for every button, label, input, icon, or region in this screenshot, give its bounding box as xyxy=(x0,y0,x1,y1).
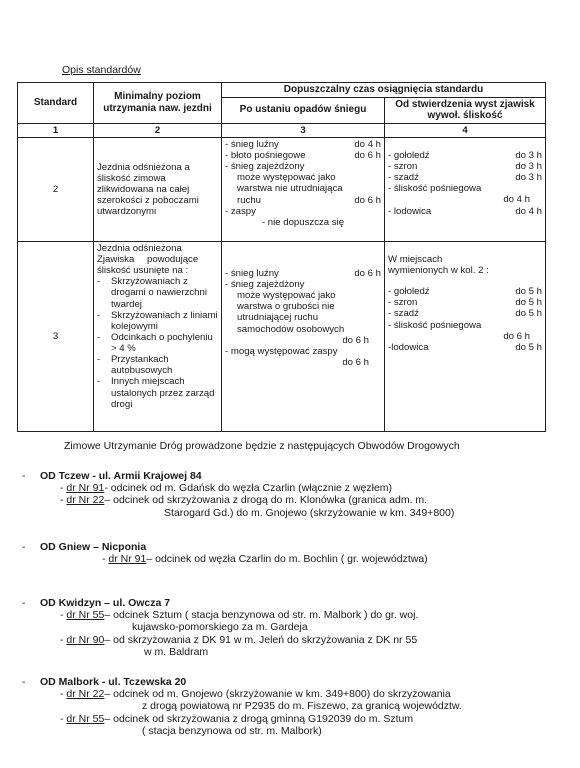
road-number: dr Nr 55 xyxy=(66,712,105,725)
road-description: – od skrzyżowania z DK 91 w m. Jeleń do skrzyżowania z DK nr 55 xyxy=(104,633,418,646)
snow-line: - śnieg zajeżdżony xyxy=(225,279,305,291)
col-number-1: 1 xyxy=(18,123,94,137)
road-description: – odcinek Sztum ( stacja benzynowa od str. m. Malbork ) do gr. woj. xyxy=(104,609,419,622)
slip-line: -lodowica xyxy=(388,341,429,353)
road-description: – odcinek od skrzyżowania z drogą do m. Klonówka (granica adm. m. xyxy=(104,494,428,507)
slip-line: - gołoledź xyxy=(388,286,430,298)
description-line: Zjawiska powodujące xyxy=(97,254,199,266)
road-entry: - dr Nr 91 – odcinek od węzła Czarlin do m. Bochlin ( gr. województwa) xyxy=(102,553,428,566)
road-number: dr Nr 91 xyxy=(108,553,147,566)
slip-time: do 3 h xyxy=(515,149,543,161)
table-row-standard-2 xyxy=(18,137,546,241)
district-block: - OD Kwidzyn – ul. Owcza 7 - dr Nr 55 – odcinek Sztum ( stacja benzynowa od str. m. Malbork ) do gr. woj. kujawsko-pomorskiego za m. Gardeja - dr Nr 90 – od skrzyżowania z DK 91 w m. Jeleń do skrzyżowania z DK nr 55 w m. Baldram xyxy=(22,597,419,658)
slip-conditions-cell xyxy=(385,241,546,431)
road-description: – odcinek od skrzyżowania z drogą gminną G192039 do m. Sztum xyxy=(104,712,414,725)
table-row-standard-3 xyxy=(18,241,546,431)
slip-line: - gołoledź xyxy=(388,149,430,161)
snow-line: utrudniającej ruchu xyxy=(237,312,319,324)
slip-line: - szron xyxy=(388,161,418,173)
list-item: - Skrzyżowaniach z drogami o nawierzchni twardej xyxy=(97,276,207,310)
snow-line: warstwa nie utrudniająca xyxy=(237,183,343,195)
list-item: - Skrzyżowaniach z liniami kolejowymi xyxy=(97,309,218,332)
standard-number: 3 xyxy=(18,241,94,431)
road-description-continued: ( stacja benzynowa od str. m. Malbork) xyxy=(142,724,322,737)
road-number: dr Nr 55 xyxy=(66,609,105,622)
road-entry: - dr Nr 22 – odcinek od skrzyżowania z drogą do m. Klonówka (granica adm. m. xyxy=(60,494,428,507)
snow-time: do 6 h xyxy=(342,356,369,368)
slip-conditions-cell xyxy=(385,137,546,241)
road-description: – odcinek od węzła Czarlin do m. Bochlin ( gr. województwa) xyxy=(146,553,428,566)
road-description-continued: kujawsko-pomorskiego za m. Gardeja xyxy=(132,621,308,634)
slip-time: do 5 h xyxy=(515,341,543,353)
snow-line: samochodów osobowych xyxy=(237,323,345,335)
snow-line: - śnieg luźny xyxy=(225,138,279,150)
district-name: OD Kwidzyn – ul. Owcza 7 xyxy=(40,597,171,609)
list-item: - Odcinkach o pochyleniu > 4 % xyxy=(97,331,213,355)
slip-intro: wymienionych w kol. 2 : xyxy=(388,265,489,277)
road-entry: - dr Nr 90 – od skrzyżowania z DK 91 w m. Jeleń do skrzyżowania z DK nr 55 xyxy=(60,633,418,646)
district-name: OD Tczew - ul. Armii Krajowej 84 xyxy=(40,470,202,482)
snow-time: do 6 h xyxy=(354,150,381,162)
slip-line: - śliskość pośniegowa xyxy=(388,319,482,331)
col-number-4: 4 xyxy=(385,123,546,137)
snow-line: - śnieg luźny xyxy=(225,267,279,279)
snow-line: - mogą występować zaspy xyxy=(225,345,338,357)
road-description: – odcinek od m. Gnojewo (skrzyżowanie w km. 349+800) do skrzyżowania xyxy=(104,688,451,701)
section-title: Opis standardów xyxy=(62,64,141,76)
road-number: dr Nr 90 xyxy=(66,633,105,646)
slip-time: do 3 h xyxy=(515,161,543,173)
snow-conditions-cell xyxy=(222,241,385,431)
snow-time: do 6 h xyxy=(354,194,381,206)
slip-time: do 5 h xyxy=(515,308,543,320)
slip-time: do 4 h xyxy=(503,194,531,206)
road-entry: - dr Nr 55 – odcinek Sztum ( stacja benzynowa od str. m. Malbork ) do gr. woj. xyxy=(60,609,419,622)
snow-time: do 4 h xyxy=(354,138,381,150)
slip-line: - śliskość pośniegowa xyxy=(388,183,482,195)
slip-time: do 5 h xyxy=(515,286,543,298)
header-after-snow: Po ustaniu opadów śniegu xyxy=(222,97,385,123)
road-number: dr Nr 91 xyxy=(66,482,105,495)
road-entry: - dr Nr 55 – odcinek od skrzyżowania z drogą gminną G192039 do m. Sztum xyxy=(60,712,414,725)
district-block: - OD Tczew - ul. Armii Krajowej 84 - dr Nr 91 - odcinek od m. Gdańsk do węzła Czarlin (włącznie z węzłem) - dr Nr 22 – odcinek od skrzyżowania z drogą do m. Klonówka (granica adm. m. Starogard Gd.) do m. Gnojewo (skrzyżowanie w km. 349+800) xyxy=(22,470,455,519)
road-entry: - dr Nr 22 – odcinek od m. Gnojewo (skrzyżowanie w km. 349+800) do skrzyżowania xyxy=(60,688,451,701)
road-description-continued: w m. Baldram xyxy=(144,645,209,658)
list-item: - Przystankach autobusowych xyxy=(97,354,173,377)
list-item: - Innych miejscach ustalonych przez zarząd drogi xyxy=(97,376,215,410)
district-name: OD Gniew – Nicponia xyxy=(40,541,147,553)
header-after-slip: Od stwierdzenia wyst zjawisk wywoł. śliskość xyxy=(385,97,546,123)
road-number: dr Nr 22 xyxy=(66,494,105,507)
header-allowed-time: Dopuszczalny czas osiągnięcia standardu xyxy=(222,83,546,98)
location-list xyxy=(97,276,218,410)
snow-line: ruchu xyxy=(237,194,261,206)
road-entry: - dr Nr 91 - odcinek od m. Gdańsk do węzła Czarlin (włącznie z węzłem) xyxy=(60,482,393,495)
standard-description: Jezdnia odśnieżona a śliskość zimowa zlikwidowana na całej szerokości z poboczami utwardzonymi xyxy=(94,137,222,241)
snow-line: - zaspy xyxy=(225,205,256,217)
road-description-continued: Starogard Gd.) do m. Gnojewo (skrzyżowanie w km. 349+800) xyxy=(164,506,455,519)
standard-description xyxy=(94,241,222,431)
slip-time: do 6 h xyxy=(503,330,531,342)
slip-intro: W miejscach xyxy=(388,253,443,265)
snow-line: - śnieg zajeżdżony xyxy=(225,161,305,173)
description-line: Jezdnia odśnieżona xyxy=(97,242,182,254)
slip-line: - szron xyxy=(388,297,418,309)
snow-time: do 6 h xyxy=(354,267,381,279)
slip-time: do 3 h xyxy=(515,172,543,184)
snow-line: warstwa o grubości nie xyxy=(237,301,335,313)
district-block: - OD Malbork - ul. Tczewska 20 - dr Nr 22 – odcinek od m. Gnojewo (skrzyżowanie w km. 349+800) do skrzyżowania z drogą powiatową nr P2935 do m. Fiszewo, za granicą województw. - dr Nr 55 – odcinek od skrzyżowania z drogą gminną G192039 do m. Sztum ( stacja benzynowa od str. m. Malbork) xyxy=(22,676,462,737)
district-block: - OD Gniew – Nicponia - dr Nr 91 – odcinek od węzła Czarlin do m. Bochlin ( gr. województwa) xyxy=(22,541,428,566)
snow-line: może występować jako xyxy=(237,172,336,184)
slip-time: do 5 h xyxy=(515,297,543,309)
header-standard: Standard xyxy=(18,83,94,124)
road-description-continued: z drogą powiatową nr P2935 do m. Fiszewo, za granicą województw. xyxy=(142,700,462,713)
snow-line: - błoto pośniegowe xyxy=(225,150,306,162)
snow-line: może występować jako xyxy=(237,290,336,302)
road-number: dr Nr 22 xyxy=(66,688,105,701)
slip-line: - szadź xyxy=(388,308,419,320)
slip-line: - szadź xyxy=(388,172,419,184)
districts-intro: Zimowe Utrzymanie Dróg prowadzone będzie z następujących Obwodów Drogowych xyxy=(64,440,460,452)
road-description: - odcinek od m. Gdańsk do węzła Czarlin (włącznie z węzłem) xyxy=(104,482,393,495)
standards-table xyxy=(17,82,546,432)
standard-number: 2 xyxy=(18,137,94,241)
slip-line: - lodowica xyxy=(388,205,432,217)
slip-time: do 4 h xyxy=(515,205,543,217)
description-line: śliskość usunięte na : xyxy=(97,265,189,277)
col-number-3: 3 xyxy=(222,123,385,137)
header-min-level: Minimalny poziom utrzymania naw. jezdni xyxy=(94,83,222,124)
snow-conditions-cell xyxy=(222,137,385,241)
col-number-2: 2 xyxy=(94,123,222,137)
snow-time: do 6 h xyxy=(342,334,369,346)
snow-line: - nie dopuszcza się xyxy=(261,216,345,228)
district-name: OD Malbork - ul. Tczewska 20 xyxy=(40,676,187,688)
